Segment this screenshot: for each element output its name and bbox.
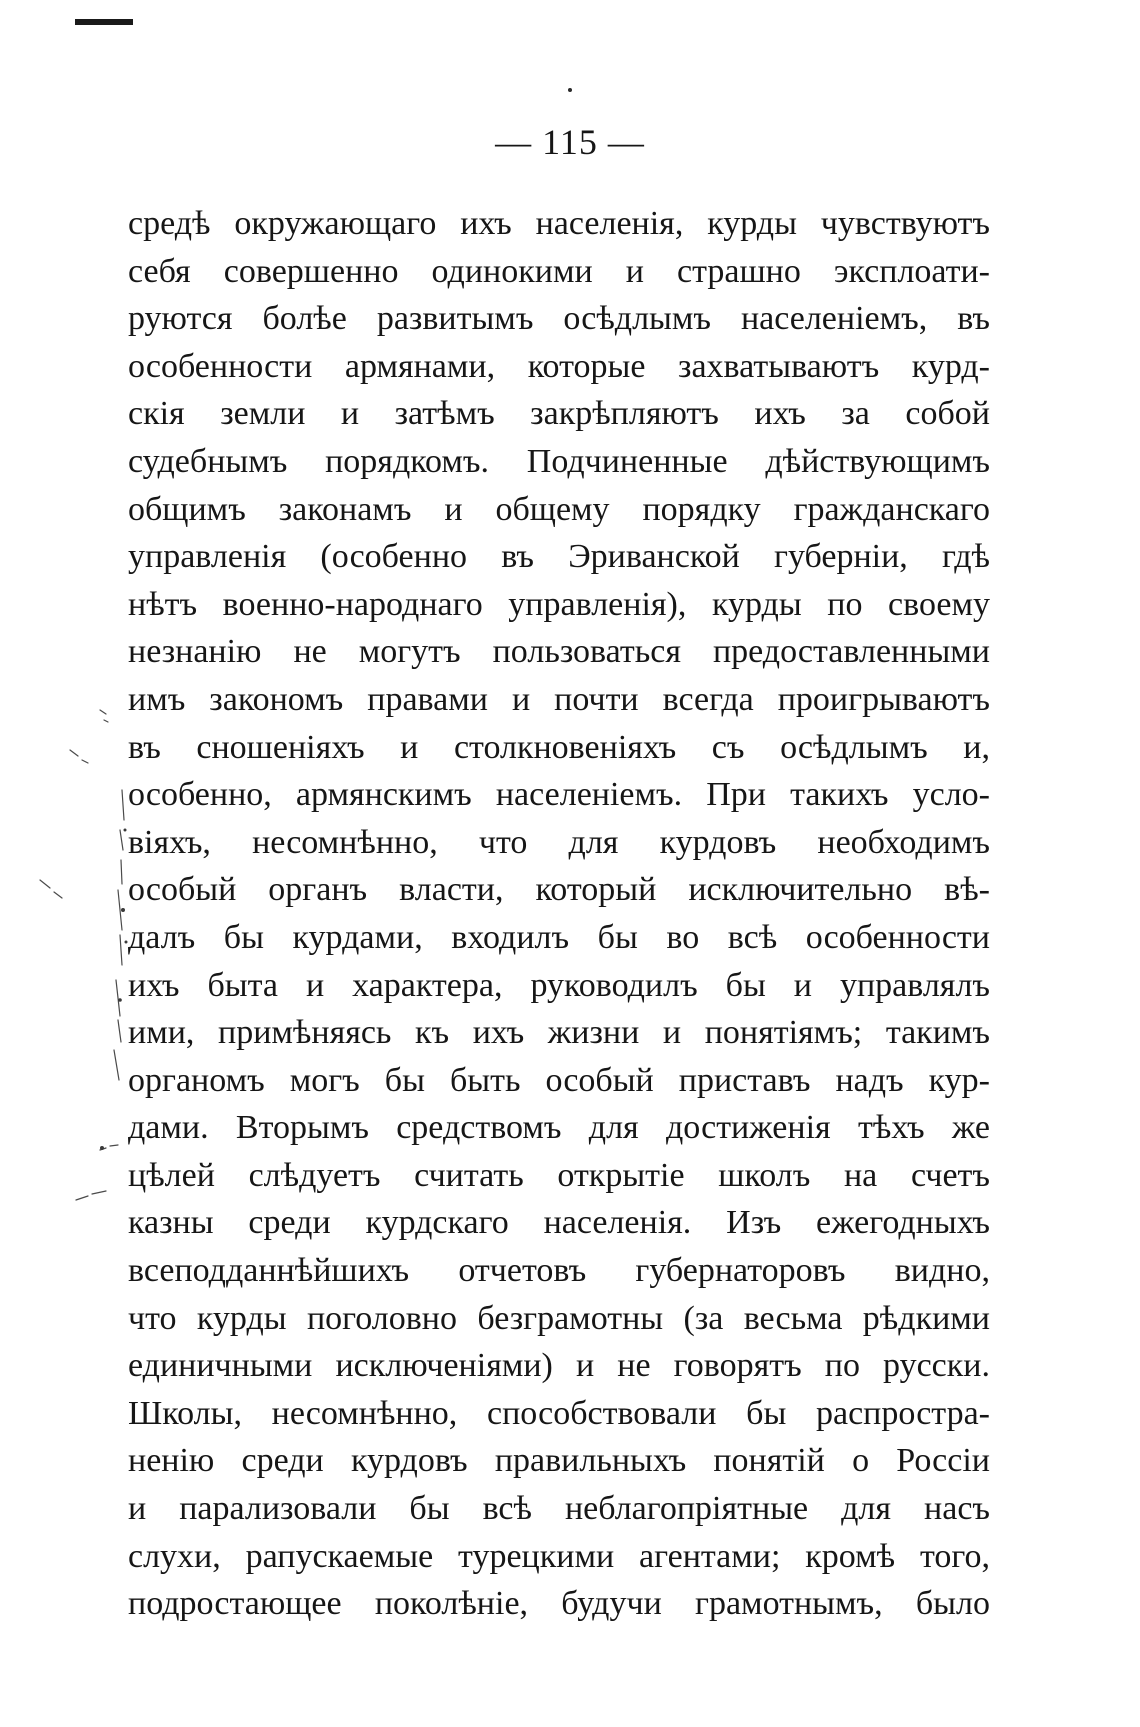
body-text [128, 200, 990, 1628]
text-line: Школы, несомнѣнно, способствовали бы распростра- [128, 1394, 990, 1432]
text-line: дами. Вторымъ средствомъ для достиженія тѣхъ же [128, 1109, 990, 1147]
text-line: органомъ могъ бы быть особый приставъ надъ кур- [128, 1061, 990, 1099]
text-line: средѣ окружающаго ихъ населенія, курды чувствуютъ [128, 205, 990, 242]
text-line: незнанію не могутъ пользоваться предоставленными [128, 633, 990, 671]
text-line: особенно, армянскимъ населеніемъ. При такихъ усло- [128, 776, 990, 814]
ink-speck [568, 88, 572, 92]
text-line: далъ бы курдами, входилъ бы во всѣ особенности [128, 918, 990, 956]
text-line: подростающее поколѣніе, будучи грамотнымъ, было [128, 1585, 990, 1623]
text-line: скія земли и затѣмъ закрѣпляютъ ихъ за собой [128, 395, 990, 433]
text-line: руются болѣе развитымъ осѣдлымъ населеніемъ, въ [128, 300, 990, 338]
text-line: имъ закономъ правами и почти всегда проигрываютъ [128, 680, 990, 718]
text-line: ненію среди курдовъ правильныхъ понятій о Россіи [128, 1442, 990, 1480]
text-line: управленія (особенно въ Эриванской губерніи, гдѣ [128, 538, 990, 576]
text-line: судебнымъ порядкомъ. Подчиненные дѣйствующимъ [128, 442, 990, 480]
text-line: всеподданнѣйшихъ отчетовъ губернаторовъ видно, [128, 1252, 990, 1290]
text-line: себя совершенно одинокими и страшно эксплоати- [128, 252, 990, 290]
text-line: віяхъ, несомнѣнно, что для курдовъ необходимъ [128, 823, 990, 861]
margin-pencil-marks [30, 680, 130, 1240]
text-line: въ сношеніяхъ и столкновеніяхъ съ осѣдлымъ и, [128, 728, 990, 766]
text-line: что курды поголовно безграмотны (за весьма рѣдкими [128, 1299, 990, 1337]
text-line: особый органъ власти, который исключительно вѣ- [128, 871, 990, 909]
text-line: казны среди курдскаго населенія. Изъ ежегодныхъ [128, 1204, 990, 1242]
text-line: единичными исключеніями) и не говорятъ по русски. [128, 1347, 990, 1385]
text-line: особенности армянами, которые захватываютъ курд- [128, 347, 990, 385]
text-line: ихъ быта и характера, руководилъ бы и управлялъ [128, 966, 990, 1004]
text-line: ими, примѣняясь къ ихъ жизни и понятіямъ; такимъ [128, 1014, 990, 1052]
text-line: общимъ законамъ и общему порядку гражданскаго [128, 490, 990, 528]
page-number: — 115 — [495, 122, 645, 162]
text-line: слухи, рапускаемые турецкими агентами; кромѣ того, [128, 1537, 990, 1575]
text-line: нѣтъ военно-народнаго управленія), курды по своему [128, 585, 990, 623]
text-line: и парализовали бы всѣ неблагопріятные для насъ [128, 1490, 990, 1528]
text-line: цѣлей слѣдуетъ считать открытіе школъ на счетъ [128, 1156, 990, 1194]
corner-ink-mark [75, 19, 133, 25]
